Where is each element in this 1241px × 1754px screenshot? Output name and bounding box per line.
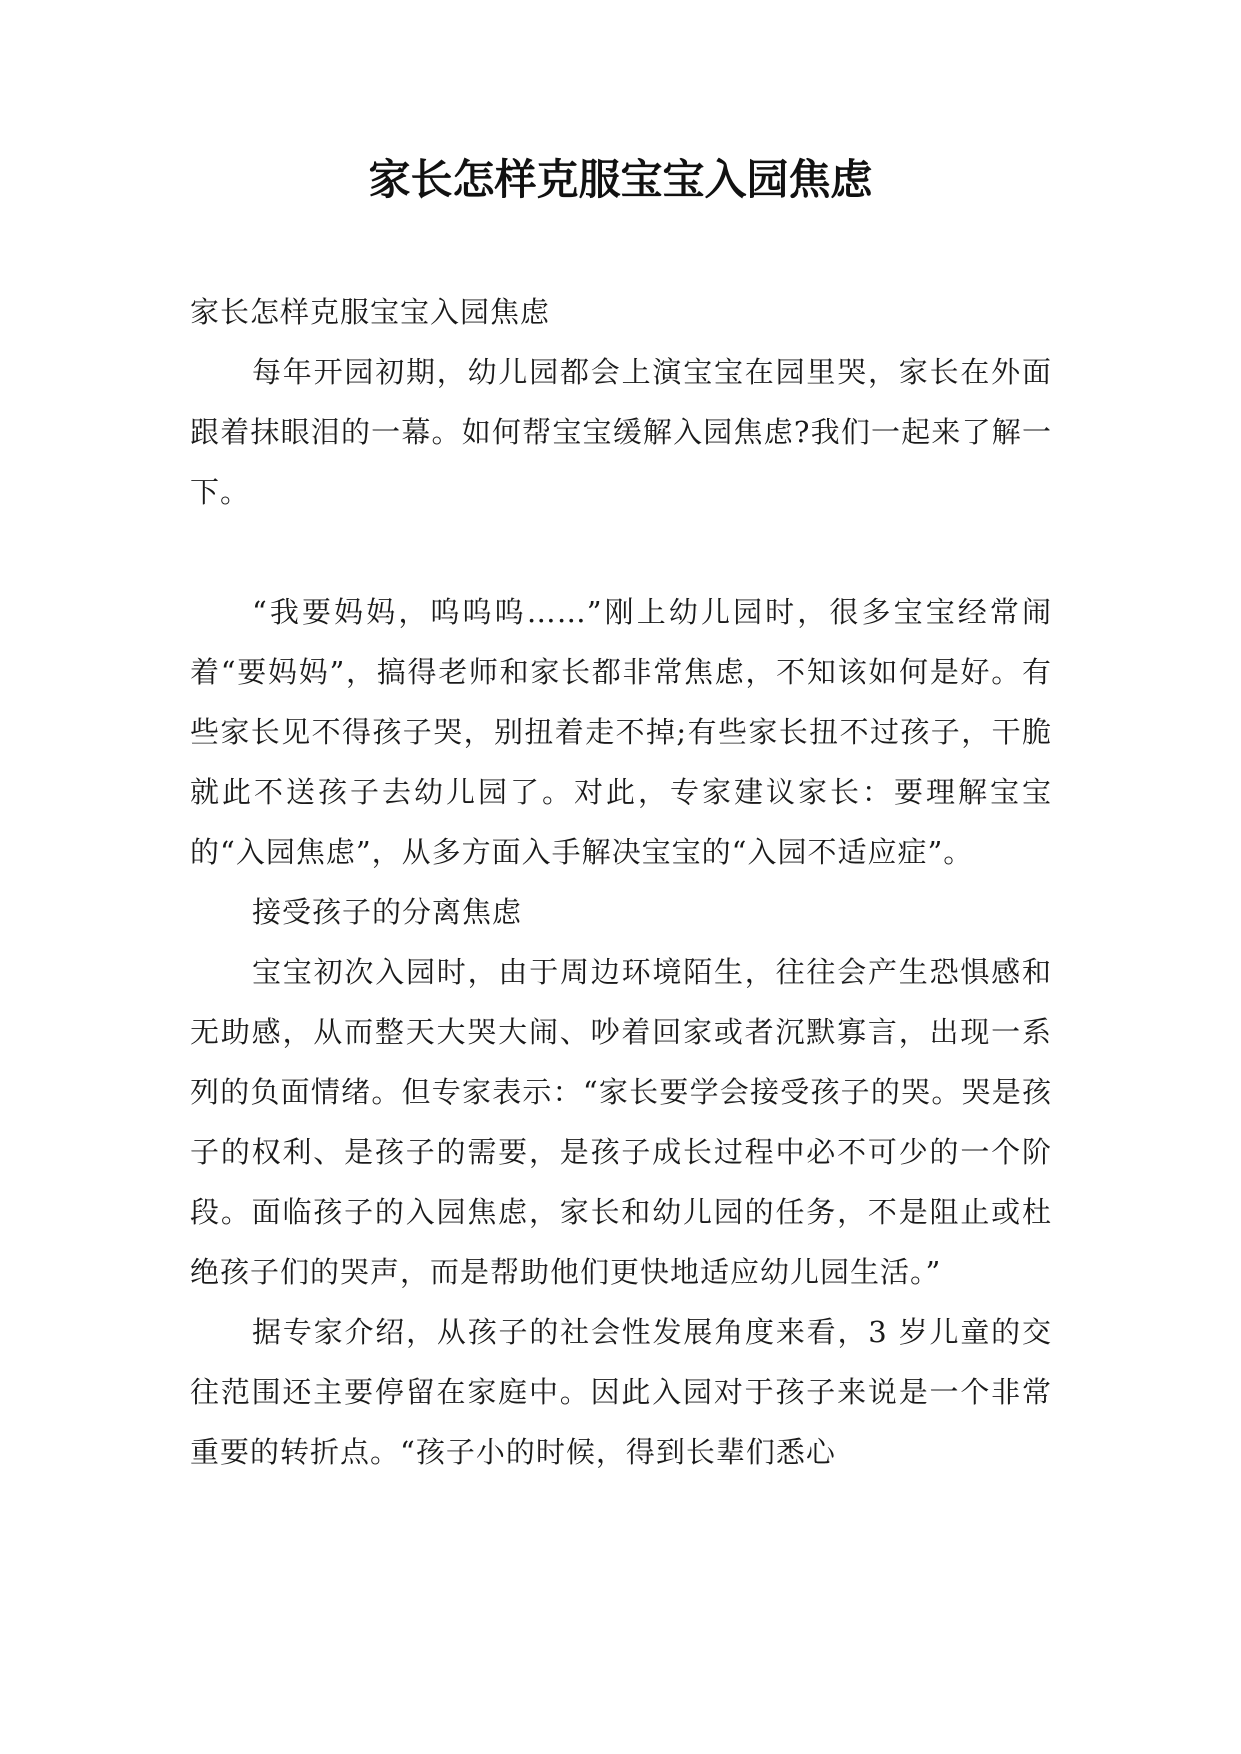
document-title: 家长怎样克服宝宝入园焦虑: [368, 155, 873, 204]
body-paragraph: 宝宝初次入园时，由于周边环境陌生，往往会产生恐惧感和无助感，从而整天大哭大闹、吵着回家或者沉默寡言，出现一系列的负面情绪。但专家表示：“家长要学会接受孩子的哭。哭是孩子的权利、是孩子的需要，是孩子成长过程中必不可少的一个阶段。面临孩子的入园焦虑，家长和幼儿园的任务，不是阻止或杜绝孩子们的哭声，而是帮助他们更快地适应幼儿园生活。”: [190, 955, 1052, 1289]
document-body: [190, 282, 1052, 1482]
body-paragraph: 据专家介绍，从孩子的社会性发展角度来看，3 岁儿童的交往范围还主要停留在家庭中。因此入园对于孩子来说是一个非常重要的转折点。“孩子小的时候，得到长辈们悉心: [190, 1315, 1052, 1469]
section-heading: 接受孩子的分离焦虑: [252, 895, 523, 929]
paragraph-gap: [190, 522, 1052, 582]
body-paragraph: “我要妈妈，呜呜呜……”刚上幼儿园时，很多宝宝经常闹着“要妈妈”，搞得老师和家长都非常焦虑，不知该如何是好。有些家长见不得孩子哭，别扭着走不掉;有些家长扭不过孩子，干脆就此不送孩子去幼儿园了。对此，专家建议家长：要理解宝宝的“入园焦虑”，从多方面入手解决宝宝的“入园不适应症”。: [190, 595, 1052, 869]
subtitle-paragraph: 家长怎样克服宝宝入园焦虑: [190, 295, 551, 329]
intro-paragraph: 每年开园初期，幼儿园都会上演宝宝在园里哭，家长在外面跟着抹眼泪的一幕。如何帮宝宝缓解入园焦虑?我们一起来了解一下。: [190, 355, 1052, 509]
